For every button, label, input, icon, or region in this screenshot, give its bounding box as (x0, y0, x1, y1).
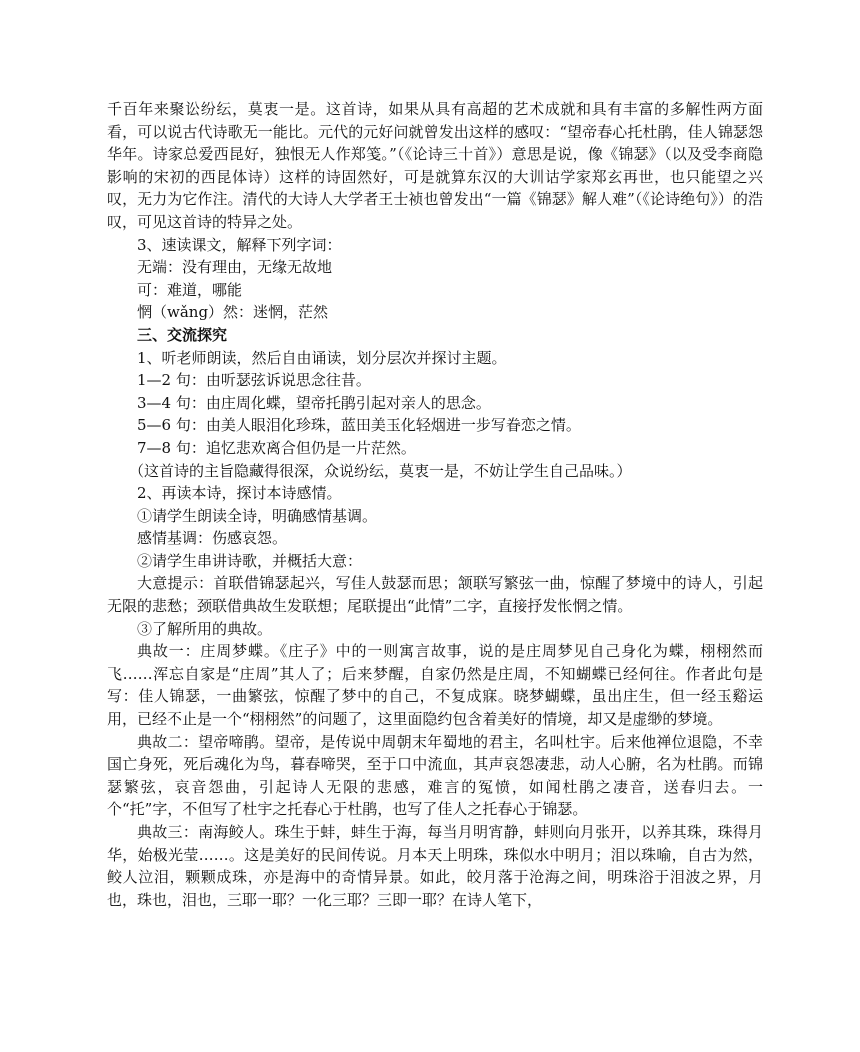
document-body (107, 98, 763, 911)
vocab-item: 惘（wǎng）然：迷惘，茫然 (137, 303, 329, 322)
gist-paragraph: 大意提示：首联借锦瑟起兴，写佳人鼓瑟而思；颔联写繁弦一曲，惊醒了梦境中的诗人，引起无限的悲愁；颈联借典故生发联想；尾联提出“此情”二字，直接抒发怅惘之情。 (107, 574, 763, 616)
emotional-tone: 感情基调：伤感哀怨。 (137, 529, 288, 548)
allusion-paragraph: 典故一：庄周梦蝶。《庄子》中的一则寓言故事，说的是庄周梦见自己身化为蝶，栩栩然而飞……浑忘自家是“庄周”其人了；后来梦醒，自家仍然是庄周，不知蝴蝶已经何往。作者此句是写：佳人锦瑟，一曲繁弦，惊醒了梦中的自己，不复成寐。晓梦蝴蝶，虽出庄生，但一经玉谿运用，已经不止是一个“栩栩然”的问题了，这里面隐约包含着美好的情境，却又是虚缈的梦境。 (107, 642, 763, 729)
vocab-item: 可：难道，哪能 (137, 280, 243, 299)
layer-item: 5—6 句：由美人眼泪化珍珠，蓝田美玉化轻烟进一步写眷恋之情。 (137, 416, 581, 435)
task-1: 1、听老师朗读，然后自由诵读，划分层次并探讨主题。 (137, 348, 507, 367)
step-3: ③了解所用的典故。 (137, 619, 273, 638)
step-2: ②请学生串讲诗歌，并概括大意： (137, 551, 363, 570)
task-2: 2、再读本诗，探讨本诗感情。 (137, 484, 342, 503)
layer-item: 7—8 句：追忆悲欢离合但仍是一片茫然。 (137, 438, 416, 457)
section-heading: 三、交流探究 (137, 325, 228, 344)
allusion-paragraph: 典故三：南海鲛人。珠生于蚌，蚌生于海，每当月明宵静，蚌则向月张开，以养其珠，珠得月华，始极光莹……。这是美好的民间传说。月本天上明珠，珠似水中明月；泪以珠喻，自古为然，鲛人泣泪，颗颗成珠，亦是海中的奇情异景。如此，皎月落于沧海之间，明珠浴于泪波之界，月也，珠也，泪也，三耶一耶？一化三耶？三即一耶？在诗人笔下， (107, 823, 763, 909)
intro-paragraph: 千百年来聚讼纷纭，莫衷一是。这首诗，如果从具有高超的艺术成就和具有丰富的多解性两方面看，可以说古代诗歌无一能比。元代的元好问就曾发出这样的感叹：“望帝春心托杜鹃，佳人锦瑟怨华年。诗家总爱西昆好，独恨无人作郑笺。”（《论诗三十首》）意思是说，像《锦瑟》（以及受李商隐影响的宋初的西昆体诗）这样的诗固然好，可是就算东汉的大训诂学家郑玄再世，也只能望之兴叹，无力为它作注。清代的大诗人大学者王士祯也曾发出“一篇《锦瑟》解人难”（《论诗绝句》）的浩叹，可见这首诗的特异之处。 (107, 100, 763, 231)
layer-item: 3—4 句：由庄周化蝶，望帝托鹃引起对亲人的思念。 (137, 393, 491, 412)
layer-item: 1—2 句：由听瑟弦诉说思念往昔。 (137, 371, 371, 390)
allusion-paragraph: 典故二：望帝啼鹃。望帝，是传说中周朝末年蜀地的君主，名叫杜宇。后来他禅位退隐，不幸国亡身死，死后魂化为鸟，暮春啼哭，至于口中流血，其声哀怨凄悲，动人心腑，名为杜鹃。而锦瑟繁弦，哀音怨曲，引起诗人无限的悲感，难言的冤愤，如闻杜鹃之凄音，送春归去。一个“托”字，不但写了杜宇之托春心于杜鹃，也写了佳人之托春心于锦瑟。 (107, 732, 763, 819)
step-1: ①请学生朗读全诗，明确感情基调。 (137, 506, 378, 525)
theme-note: （这首诗的主旨隐藏得很深，众说纷纭，莫衷一是，不妨让学生自己品味。） (129, 461, 632, 480)
vocab-item: 无端：没有理由，无缘无故地 (137, 258, 333, 277)
vocab-instruction: 3、速读课文，解释下列字词： (137, 235, 342, 254)
